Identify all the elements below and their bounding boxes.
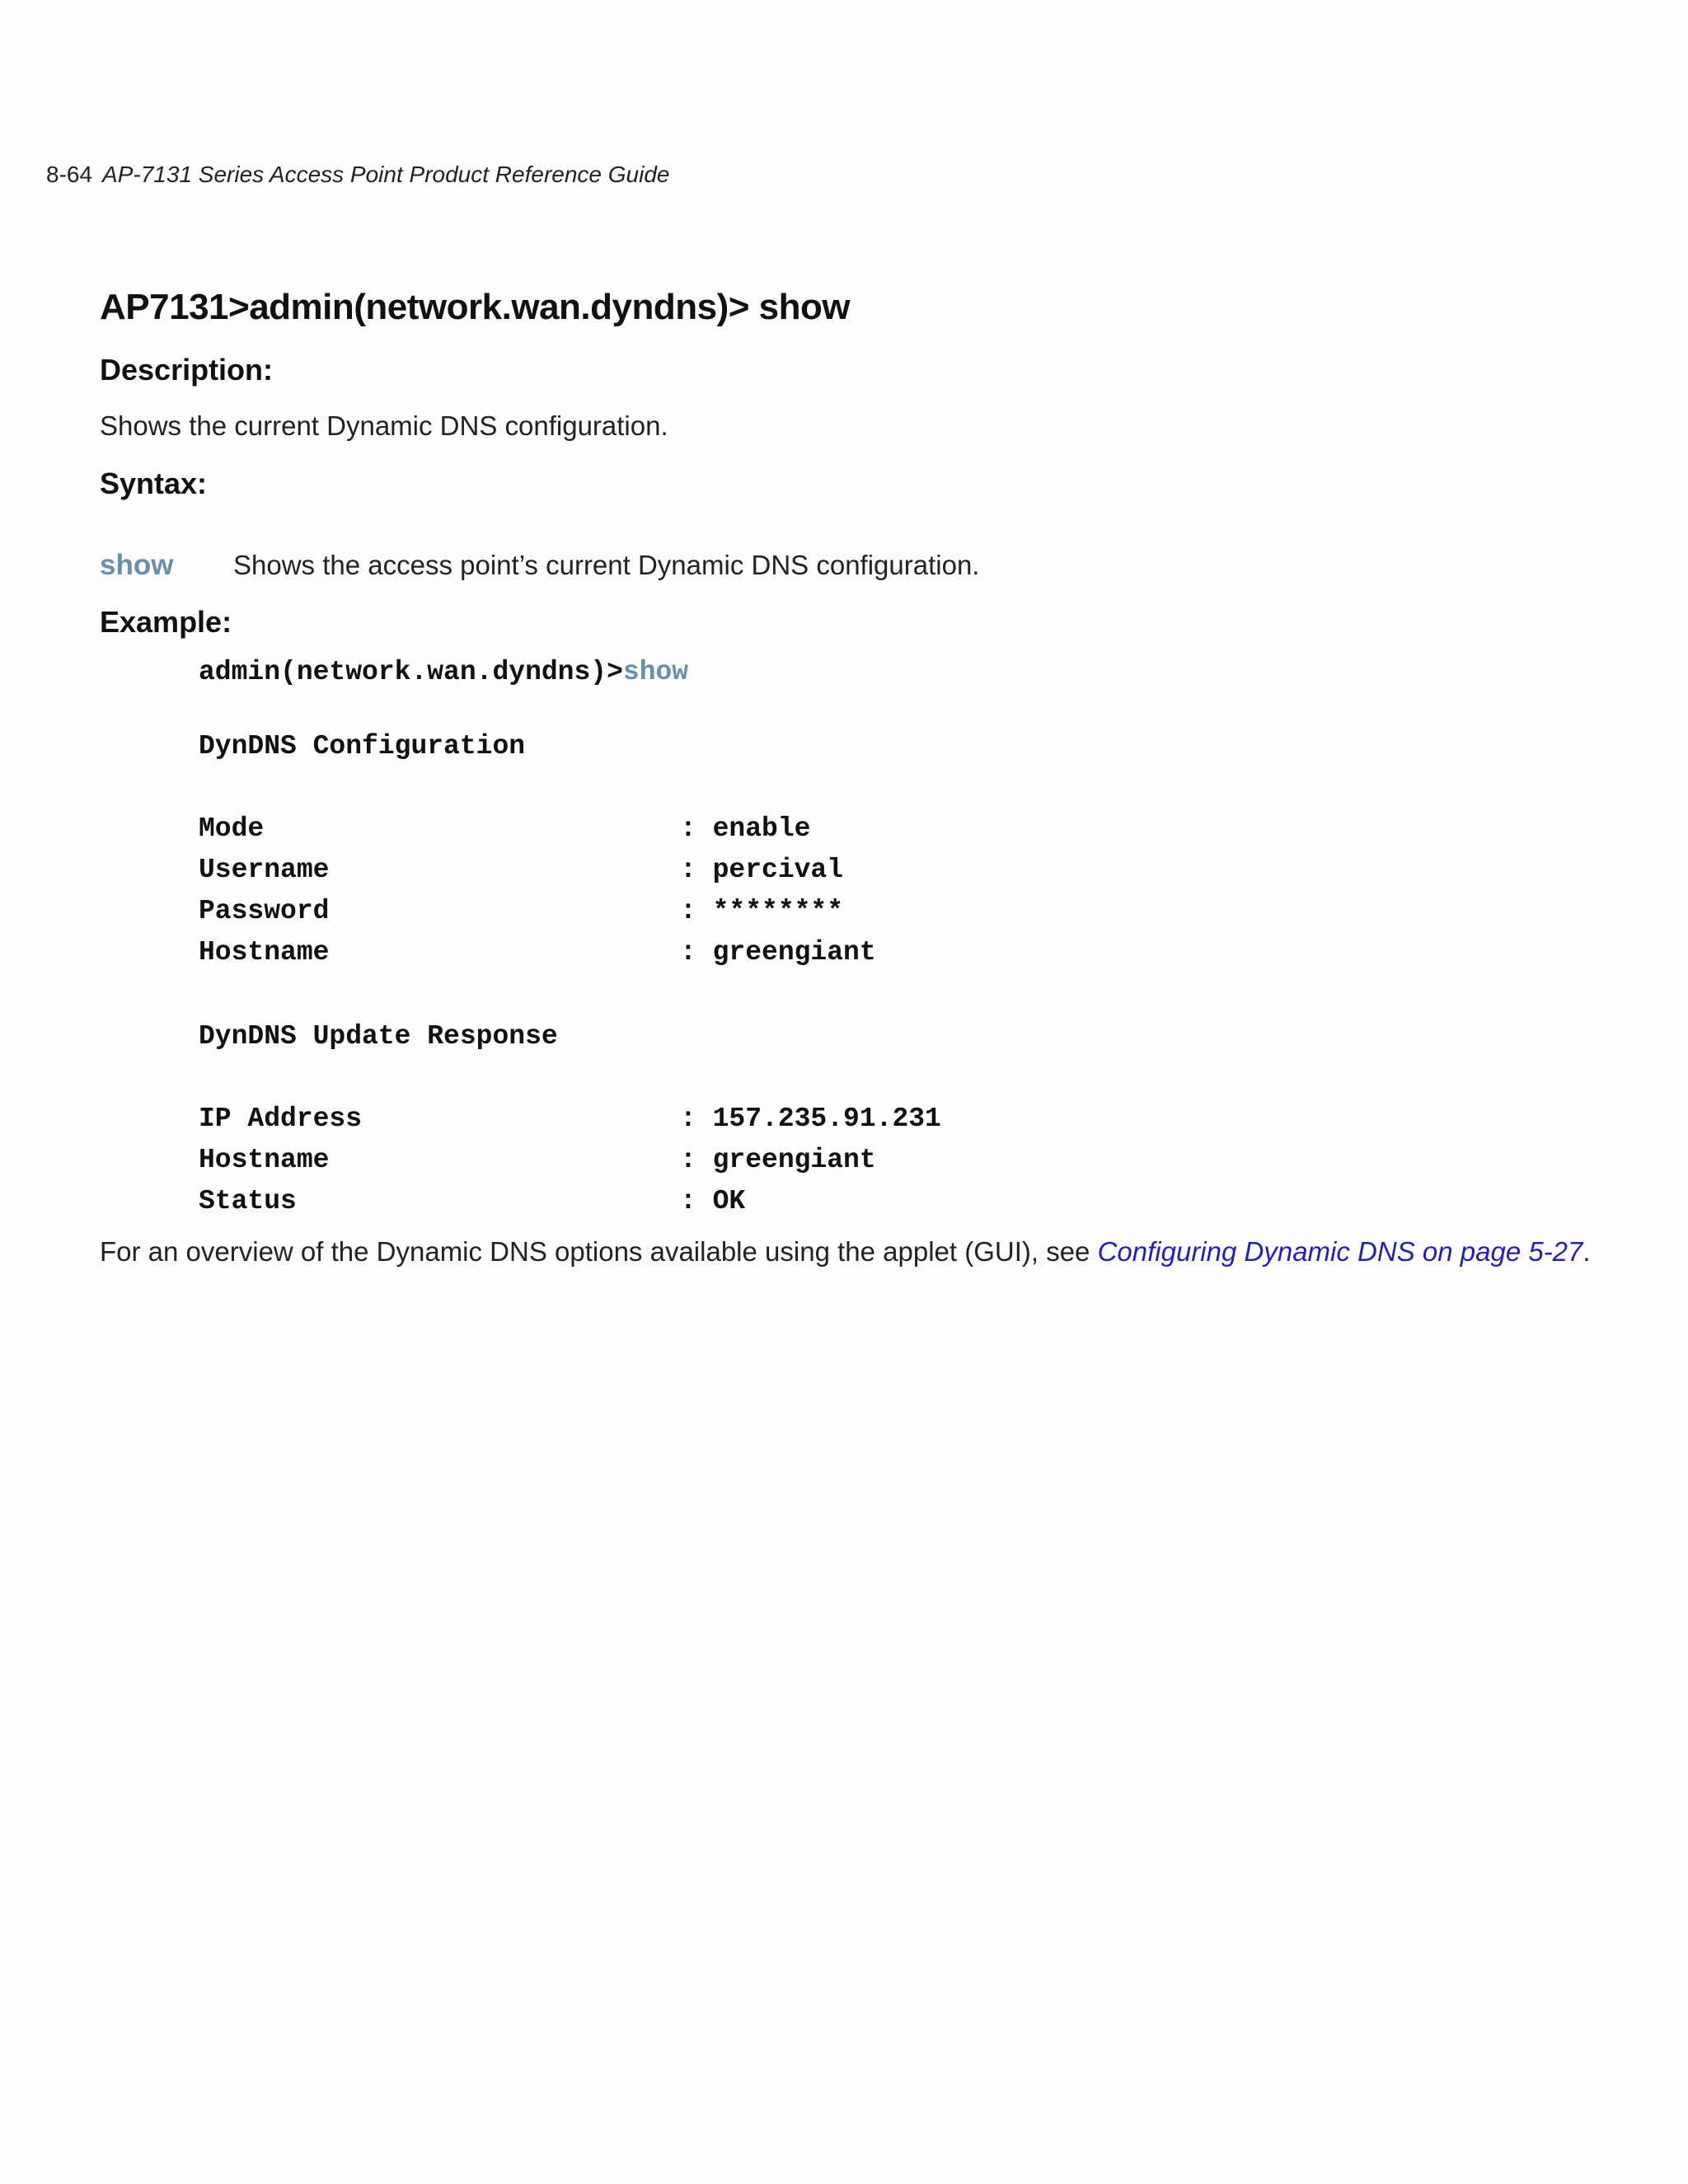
running-header (46, 162, 669, 188)
config-title: DynDNS Configuration (199, 731, 526, 762)
code-row-value: : percival (680, 855, 844, 885)
code-row (199, 1103, 941, 1136)
code-row-value: : greengiant (680, 1145, 876, 1175)
code-row-key: Hostname (199, 1145, 330, 1175)
guide-title: AP-7131 Series Access Point Product Reference Guide (102, 162, 670, 187)
syntax-row (100, 549, 979, 582)
code-row (199, 936, 876, 969)
overview-note (100, 1236, 1591, 1268)
code-row-value: : enable (680, 813, 811, 844)
description-label: Description: (100, 353, 274, 387)
code-prompt: admin(network.wan.dyndns)> (199, 657, 623, 687)
code-row (199, 1144, 876, 1177)
response-title: DynDNS Update Response (199, 1021, 558, 1052)
page-number: 8-64 (46, 162, 93, 187)
code-row-key: Hostname (199, 937, 330, 968)
command-heading: AP7131>admin(network.wan.dyndns)> show (100, 287, 851, 327)
code-row-value: : 157.235.91.231 (680, 1104, 941, 1134)
syntax-text: Shows the access point’s current Dynamic DNS configuration. (233, 550, 980, 580)
code-row (199, 813, 810, 846)
configuring-dynamic-dns-link[interactable]: Configuring Dynamic DNS on page 5-27 (1097, 1236, 1583, 1267)
code-row-key: Status (199, 1186, 297, 1216)
code-row (199, 1185, 745, 1218)
overview-note-text: For an overview of the Dynamic DNS options available using the applet (GUI), see (100, 1236, 1098, 1267)
description-text: Shows the current Dynamic DNS configuration. (100, 410, 668, 441)
code-row-key: IP Address (199, 1104, 363, 1134)
syntax-keyword: show (100, 549, 174, 581)
example-label: Example: (100, 605, 232, 639)
code-prompt-line (199, 656, 688, 689)
overview-note-end: . (1582, 1236, 1591, 1267)
code-row-value: : greengiant (680, 937, 876, 968)
code-row (199, 895, 843, 928)
code-row-value: : ******** (680, 896, 844, 926)
code-prompt-command: show (622, 657, 689, 687)
code-row-value: : OK (680, 1186, 746, 1216)
syntax-label: Syntax: (100, 466, 208, 500)
code-row (199, 854, 843, 887)
code-row-key: Username (199, 855, 330, 885)
code-row-key: Password (199, 896, 330, 926)
code-row-key: Mode (199, 813, 265, 844)
